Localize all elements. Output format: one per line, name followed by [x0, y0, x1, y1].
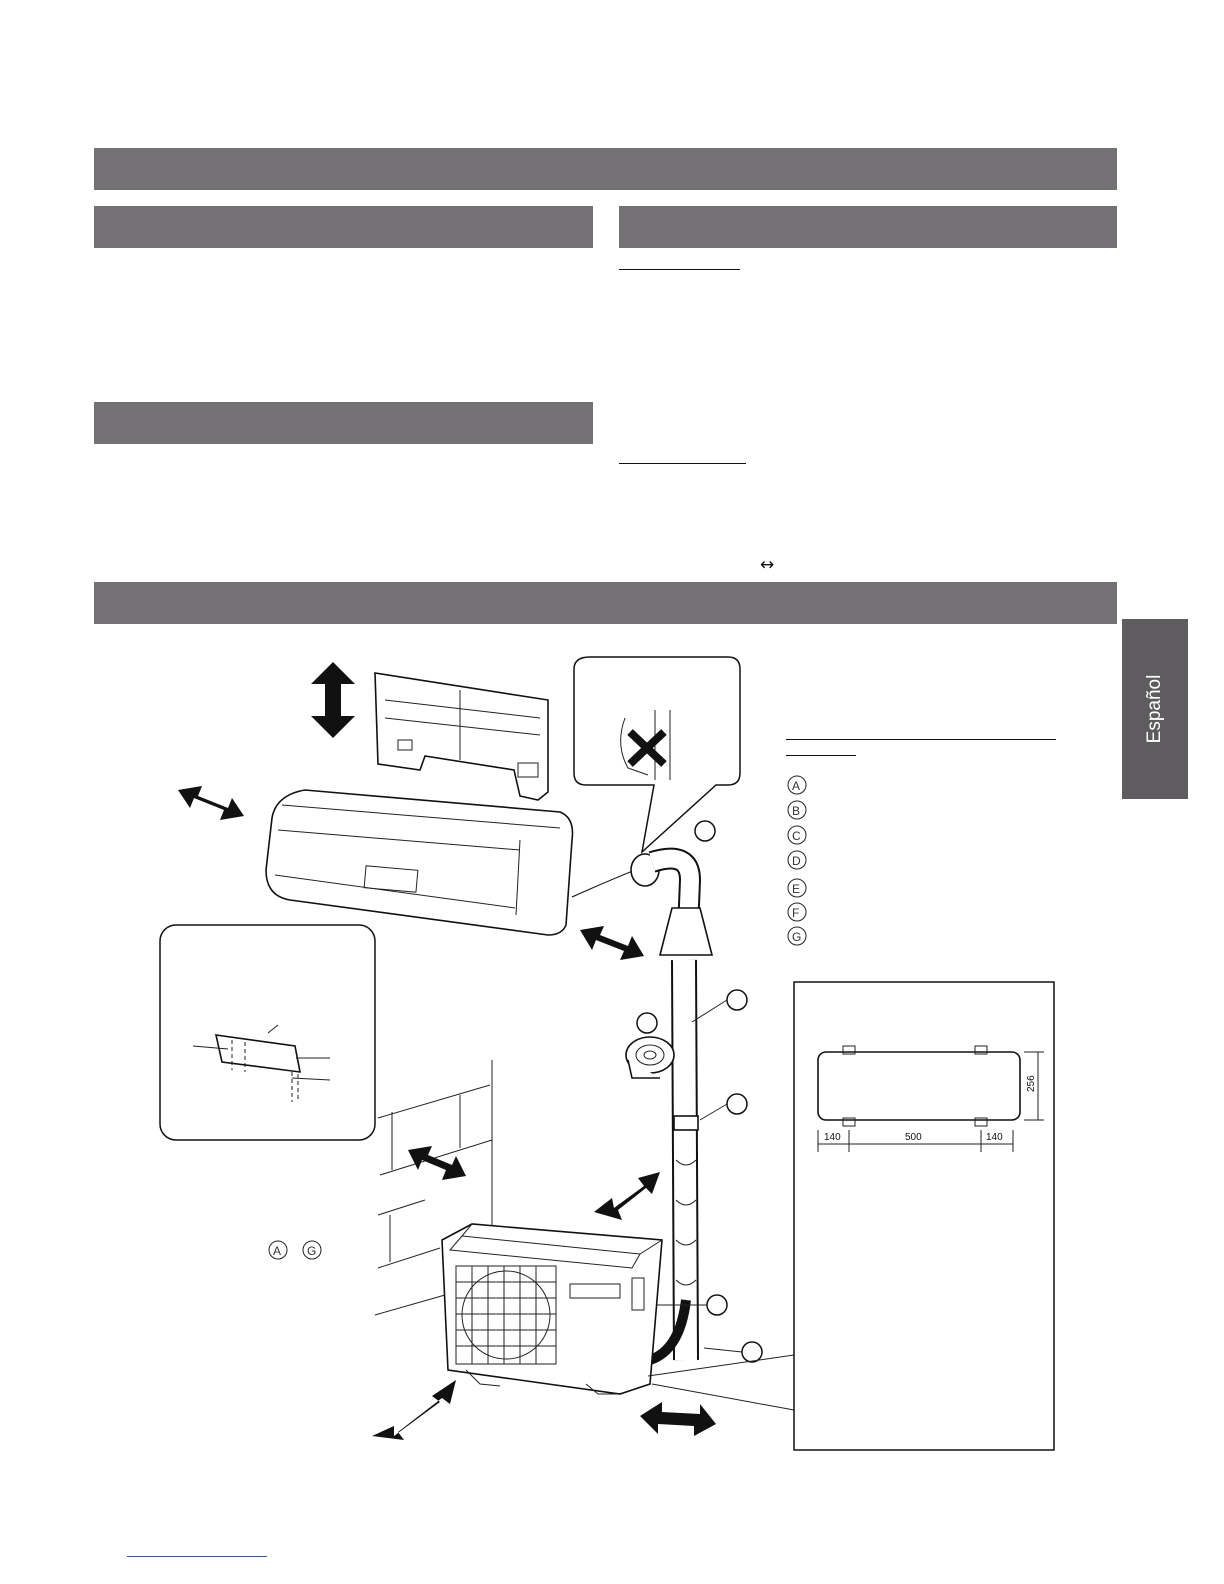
part-letter-e: E: [792, 882, 801, 896]
parts-letter-list: [788, 776, 806, 945]
language-tab-label: Español: [1144, 674, 1165, 744]
vertical-adjust-arrow: [311, 662, 355, 738]
dim-height: 256: [1026, 1075, 1037, 1092]
pipe-detail-inset: [160, 925, 375, 1140]
part-letter-a: A: [792, 779, 801, 793]
dim-middle: 500: [905, 1132, 922, 1143]
outdoor-front-arrow: [372, 1380, 456, 1440]
forbidden-x-icon: [630, 732, 664, 764]
inline-letter-g: G: [307, 1244, 317, 1258]
mounting-plate: [375, 673, 548, 800]
outdoor-base-outline: [818, 1052, 1020, 1120]
part-letter-g: G: [792, 930, 802, 944]
part-letter-b: B: [792, 804, 801, 818]
inline-letter-a: A: [273, 1244, 282, 1258]
outdoor-side-arrow: [640, 1402, 716, 1436]
outdoor-rear-arrow: [594, 1172, 660, 1220]
part-letter-c: C: [792, 829, 801, 843]
dim-right: 140: [986, 1132, 1003, 1143]
part-letter-d: D: [792, 854, 801, 868]
indoor-clearance-arrow-left: [178, 786, 244, 820]
outdoor-unit: [442, 1224, 662, 1394]
swap-symbol: ↔: [760, 555, 775, 575]
indoor-unit: [266, 790, 573, 935]
dim-left: 140: [824, 1132, 841, 1143]
part-letter-f: F: [792, 906, 800, 920]
pipe-clearance-arrow: [580, 926, 644, 960]
